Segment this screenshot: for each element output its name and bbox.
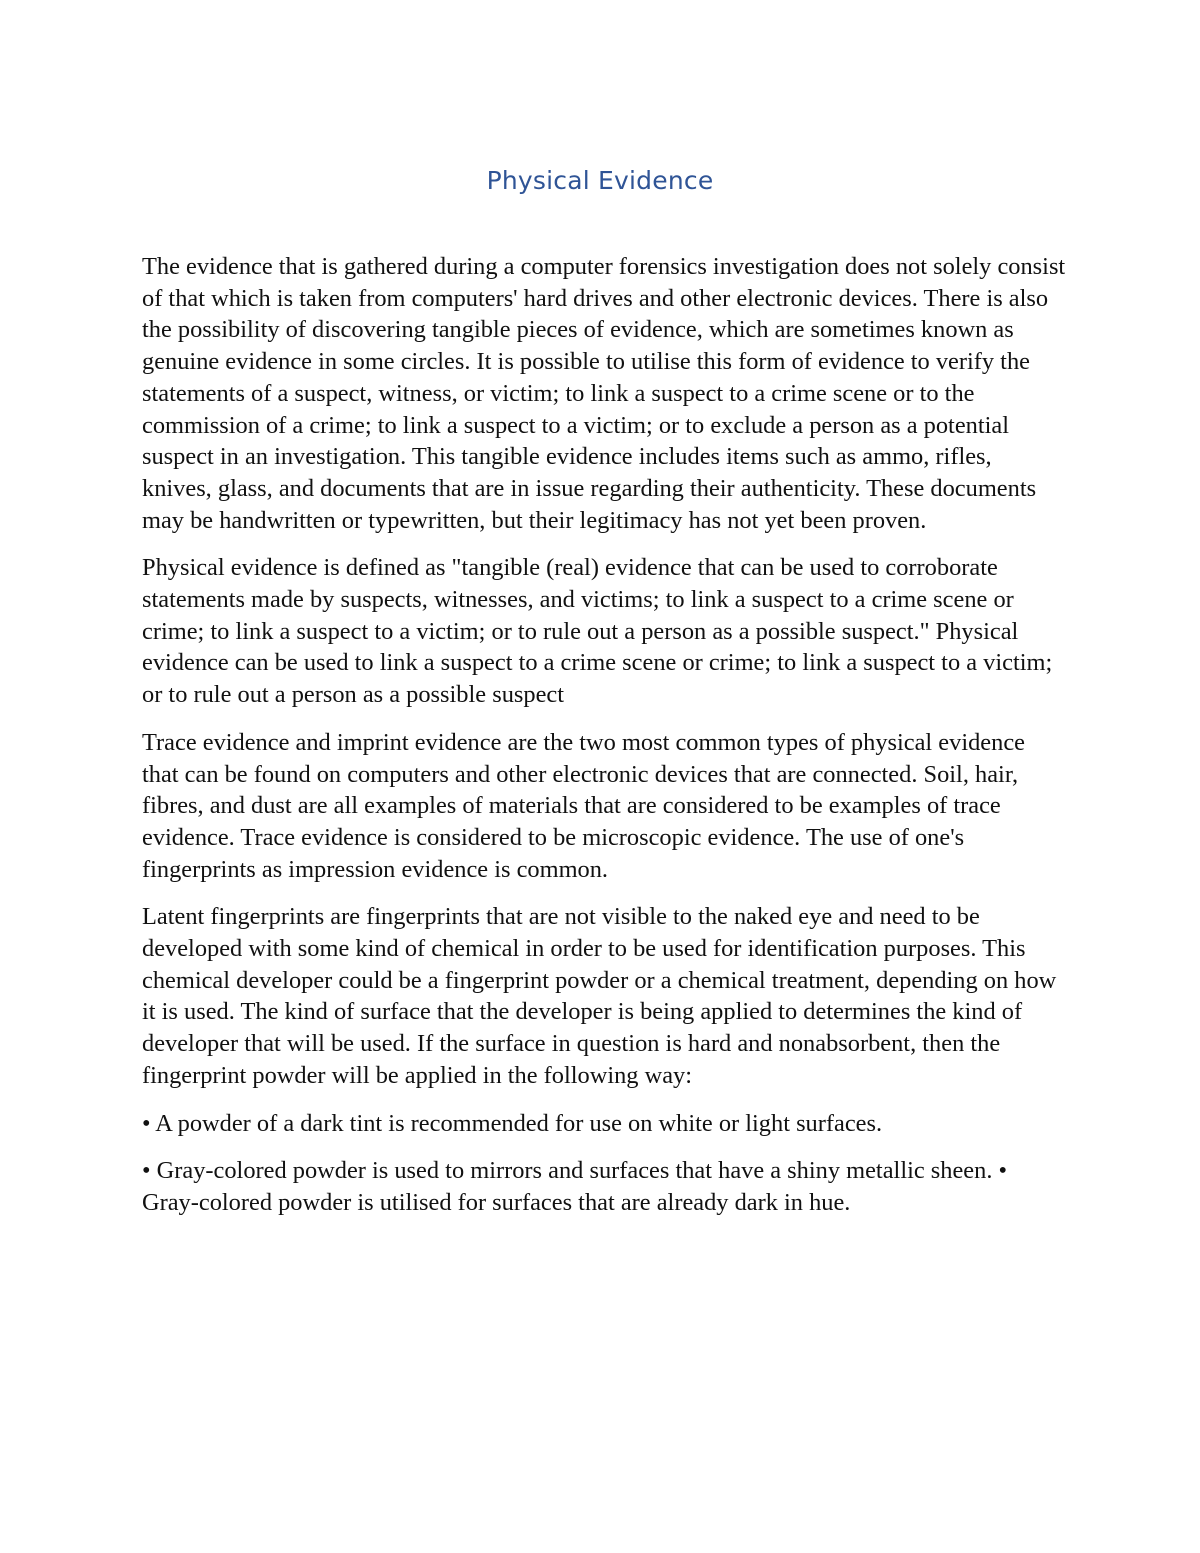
document-title: Physical Evidence bbox=[486, 166, 714, 195]
paragraph-trace-evidence: Trace evidence and imprint evidence are the two most common types of physical evidence that can be found on computers and other electronic devices that are connected. Soil, hair, fibres, and dust are all examples of materials that are considered to be examples of trace evidence. Trace evidence is considered to be microscopic evidence. The use of one's fingerprints as impression evidence is common. bbox=[142, 728, 1025, 883]
paragraph-intro: The evidence that is gathered during a computer forensics investigation does not solely consist of that which is taken from computers' hard drives and other electronic devices. There is also the possibility of discovering tangible pieces of evidence, which are sometimes known as genuine evidence in some circles. It is possible to utilise this form of evidence to verify the statements of a suspect, witness, or victim; to link a suspect to a crime scene or to the commission of a crime; to link a suspect to a victim; or to exclude a person as a potential suspect in an investigation. This tangible evidence includes items such as ammo, rifles, knives, glass, and documents that are in issue regarding their authenticity. These documents may be handwritten or typewritten, but their legitimacy has not yet been proven. bbox=[142, 253, 1066, 534]
paragraph-latent-fingerprints: Latent fingerprints are fingerprints that are not visible to the naked eye and need to be developed with some kind of chemical in order to be used for identification purposes. This chemical developer could be a fingerprint powder or a chemical treatment, depending on how it is used. The kind of surface that the developer is being applied to determines the kind of developer that will be used. If the surface in question is hard and nonabsorbent, then the fingerprint powder will be applied in the following way: bbox=[142, 903, 1057, 1089]
paragraph-definition: Physical evidence is defined as "tangible (real) evidence that can be used to corroborate statements made by suspects, witnesses, and victims; to link a suspect to a crime scene or crime; to link a suspect to a victim; or to rule out a person as a possible suspect." Physical evidence can be used to link a suspect to a crime scene or crime; to link a suspect to a victim; or to rule out a person as a possible suspect bbox=[142, 554, 1053, 709]
bullet-dark-powder: • A powder of a dark tint is recommended for use on white or light surfaces. bbox=[142, 1109, 883, 1137]
document-body bbox=[142, 251, 1067, 1235]
bullet-gray-powder: • Gray-colored powder is used to mirrors and surfaces that have a shiny metallic sheen. • Gray-colored powder is utilised for surfaces that are already dark in hue. bbox=[142, 1157, 1008, 1216]
